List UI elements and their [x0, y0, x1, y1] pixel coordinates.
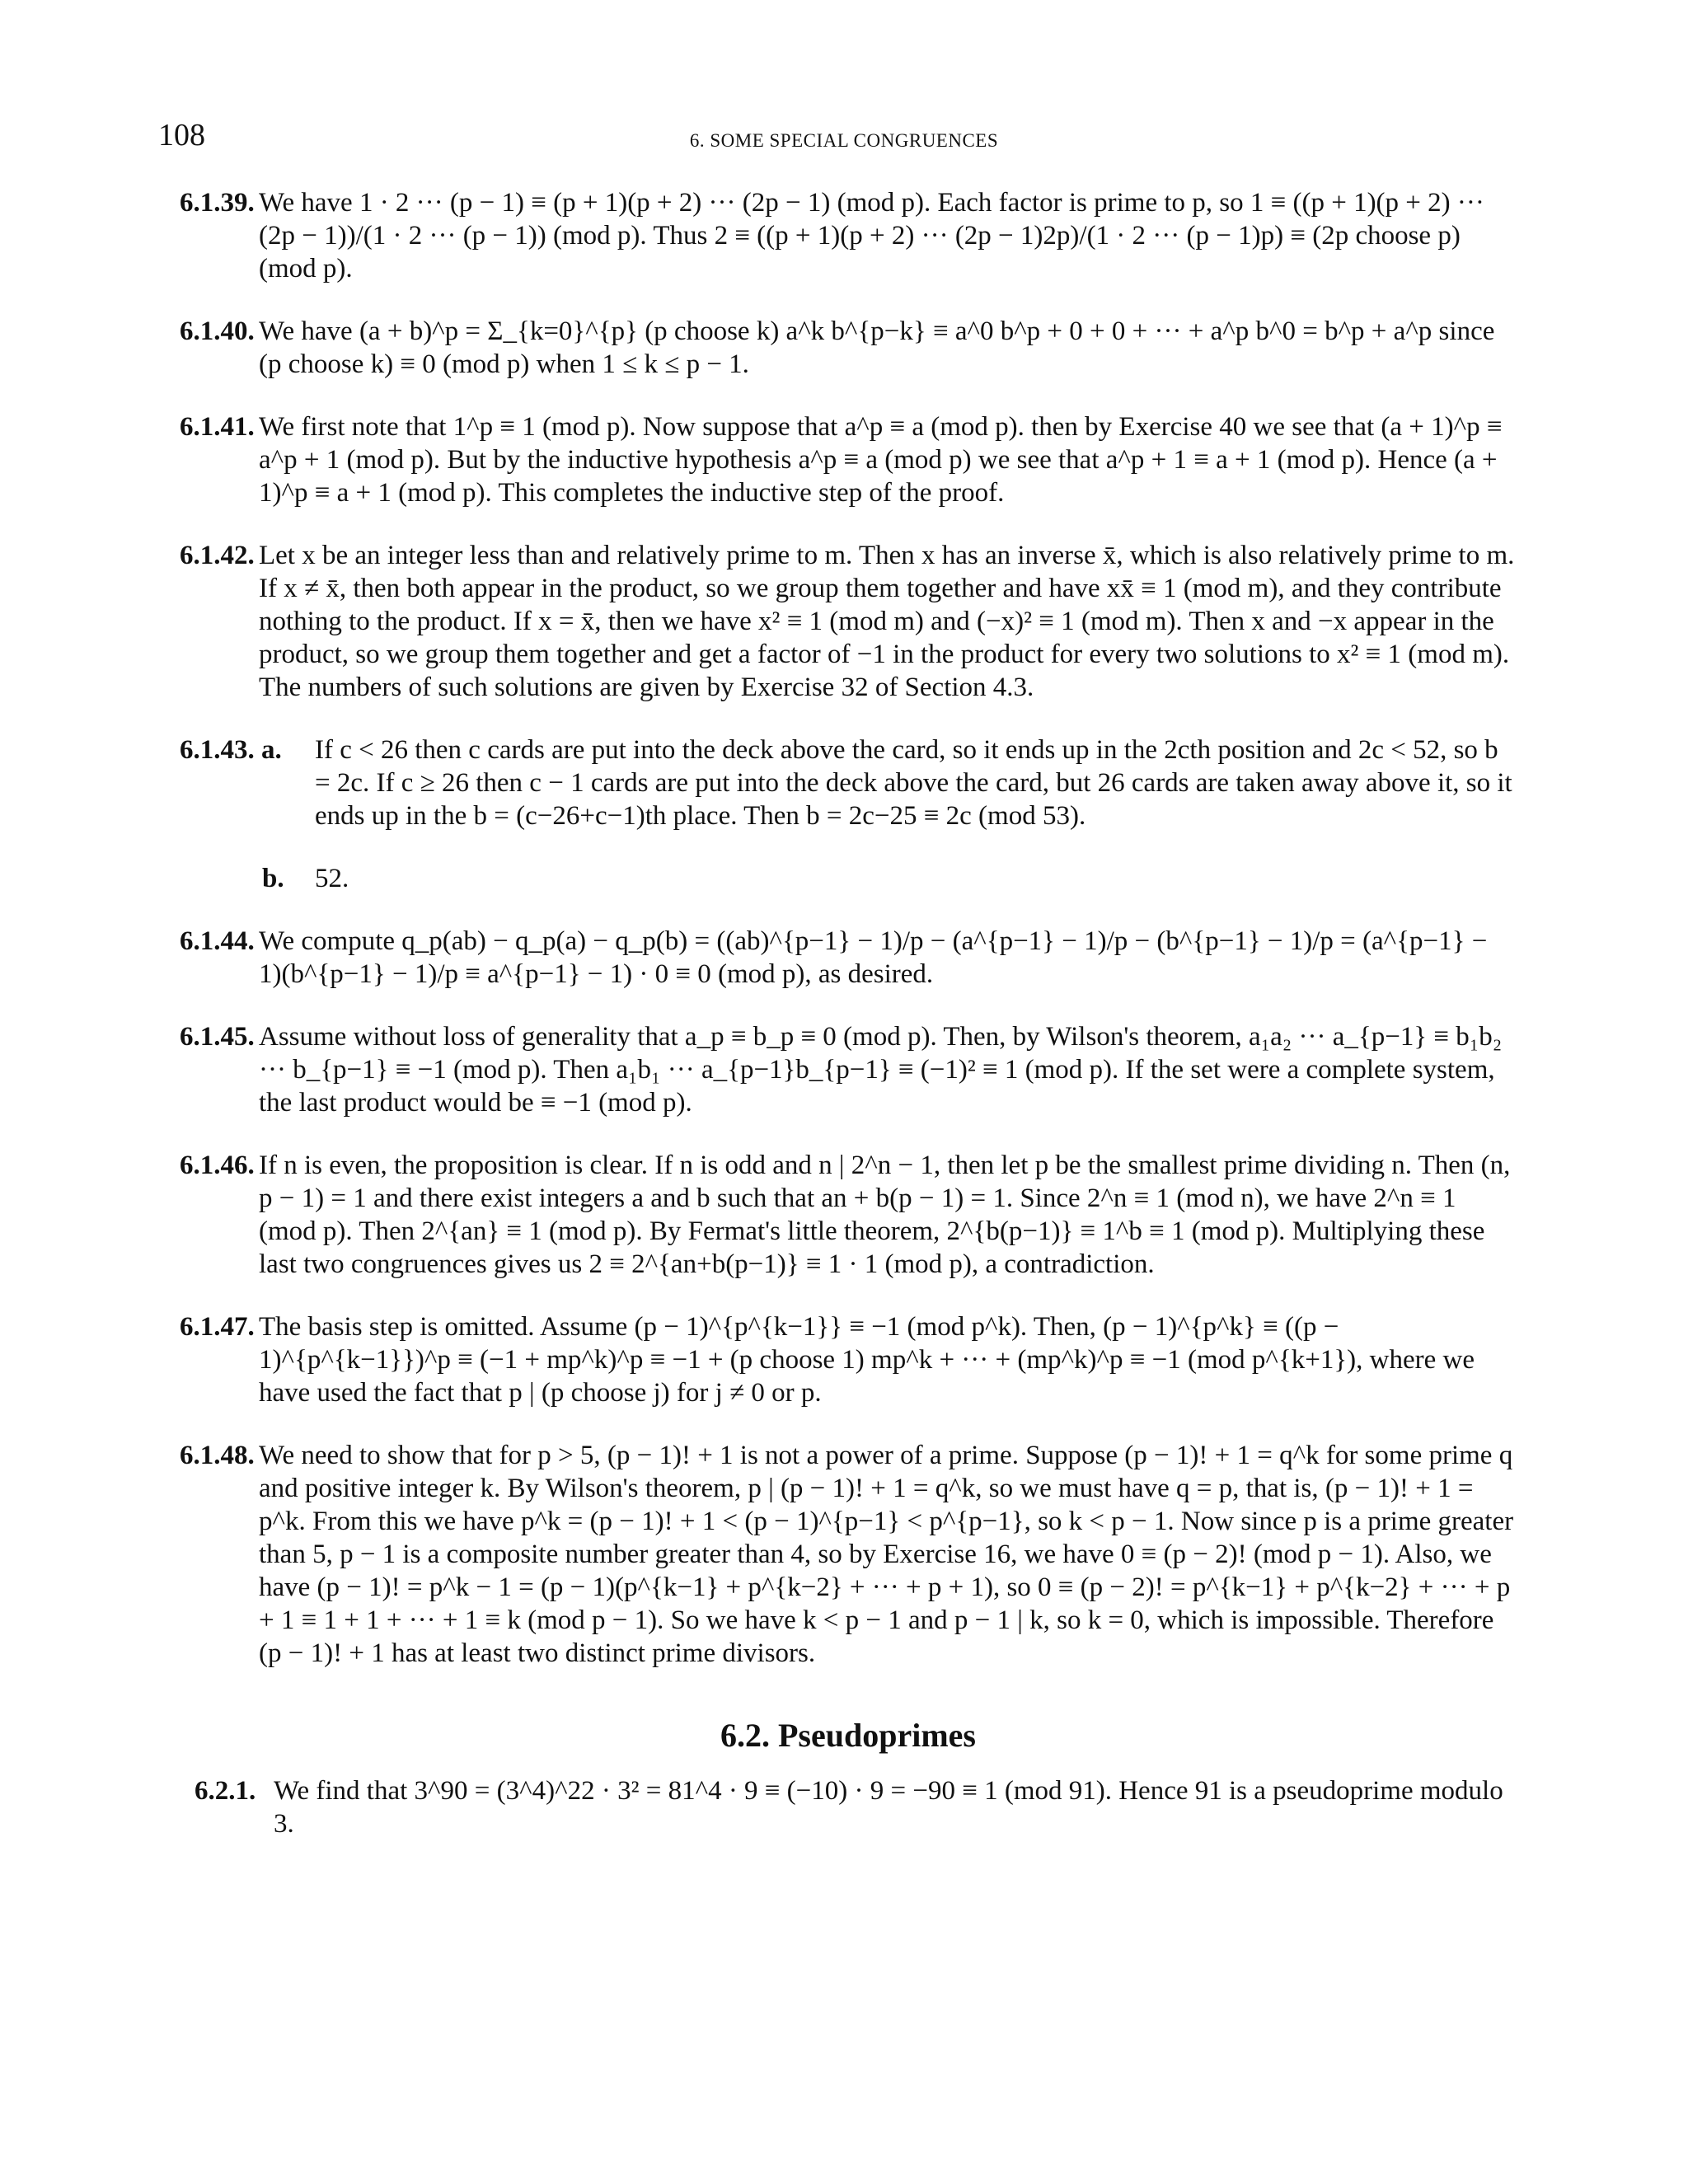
- page-header: [158, 117, 1530, 158]
- solution-text: The basis step is omitted. Assume (p − 1)^{p^{k−1}} ≡ −1 (mod p^k). Then, (p − 1)^{p^k} ≡ ((p − 1)^{p^{k−1}})^p ≡ (−1 + mp^k)^p ≡ −1 + (p choose 1) mp^k + ··· + (mp^k)^p ≡ −1 (mod p^{k+1}), where we have used the fact that p | (p choose j) for j ≠ 0 or p.: [259, 1312, 1475, 1408]
- solution-6-1-42: [180, 539, 1517, 704]
- solution-text: Let x be an integer less than and relatively prime to m. Then x has an inverse x̄, which is also relatively prime to m. If x ≠ x̄, then both appear in the product, so we group them together and have xx̄ ≡ 1 (mod m), and they contribute nothing to the product. If x = x̄, then we have x² ≡ 1 (mod m) and (−x)² ≡ 1 (mod m). Then x and −x appear in the product, so we group them together and get a factor of −1 in the product for every two solutions to x² ≡ 1 (mod m). The numbers of such solutions are given by Exercise 32 of Section 4.3.: [259, 541, 1515, 702]
- solution-6-1-48: [180, 1439, 1517, 1670]
- solution-6-1-47: [180, 1310, 1517, 1409]
- exercise-number: 6.1.46.: [180, 1151, 255, 1180]
- exercise-number: 6.1.44.: [180, 926, 255, 956]
- solution-6-2-1: [195, 1774, 1517, 1840]
- solution-text: Assume without loss of generality that a_p ≡ b_p ≡ 0 (mod p). Then, by Wilson's theorem, a₁a₂ ··· a_{p−1} ≡ b₁b₂ ··· b_{p−1} ≡ −1 (mod p). Then a₁b₁ ··· a_{p−1}b_{p−1} ≡ (−1)² ≡ 1 (mod p). If the set were a complete system, the last product would be ≡ −1 (mod p).: [259, 1022, 1503, 1118]
- exercise-number: 6.1.43. a.: [180, 735, 282, 765]
- exercise-number: 6.1.40.: [180, 316, 255, 346]
- page-number: 108: [158, 118, 205, 152]
- exercise-number: 6.1.41.: [180, 412, 255, 442]
- exercise-number: 6.1.45.: [180, 1022, 255, 1052]
- solution-6-1-44: [180, 925, 1517, 991]
- solution-text: We first note that 1^p ≡ 1 (mod p). Now suppose that a^p ≡ a (mod p). then by Exercise 40 we see that (a + 1)^p ≡ a^p + 1 (mod p). But by the inductive hypothesis a^p ≡ a (mod p) we see that a^p + 1 ≡ a + 1 (mod p). Hence (a + 1)^p ≡ a + 1 (mod p). This completes the inductive step of the proof.: [259, 412, 1503, 508]
- exercise-number: 6.2.1.: [195, 1776, 256, 1806]
- exercise-number: 6.1.39.: [180, 188, 255, 218]
- exercise-number: 6.1.42.: [180, 541, 255, 570]
- solution-text: We find that 3^90 = (3^4)^22 · 3² = 81^4 · 9 ≡ (−10) · 9 = −90 ≡ 1 (mod 91). Hence 91 is a pseudoprime modulo 3.: [274, 1776, 1503, 1839]
- solution-text: We need to show that for p > 5, (p − 1)! + 1 is not a power of a prime. Suppose (p − 1)! + 1 = q^k for some prime q and positive integer k. By Wilson's theorem, p | (p − 1)! + 1 = q^k, so we must have q = p, that is, (p − 1)! + 1 = p^k. From this we have p^k = (p − 1)! + 1 < (p − 1)^{p−1} < p^{p−1}, so k < p − 1. Now since p is a prime greater than 5, p − 1 is a composite number greater than 4, so by Exercise 16, we have 0 ≡ (p − 2)! (mod p − 1). Also, we have (p − 1)! = p^k − 1 = (p − 1)(p^{k−1} + p^{k−2} + ··· + p + 1), so 0 ≡ (p − 2)! = p^{k−1} + p^{k−2} + ··· + p + 1 ≡ 1 + 1 + ··· + 1 ≡ k (mod p − 1). So we have k < p − 1 and p − 1 | k, so k = 0, which is impossible. Therefore (p − 1)! + 1 has at least two distinct prime divisors.: [259, 1441, 1514, 1668]
- solution-6-1-43b: [180, 862, 1517, 895]
- solution-text: We compute q_p(ab) − q_p(a) − q_p(b) = ((ab)^{p−1} − 1)/p − (a^{p−1} − 1)/p − (b^{p−1} − 1)/p = (a^{p−1} − 1)(b^{p−1} − 1)/p ≡ a^{p−1} − 1) · 0 ≡ 0 (mod p), as desired.: [259, 926, 1488, 989]
- solution-text: If n is even, the proposition is clear. If n is odd and n | 2^n − 1, then let p be the smallest prime dividing n. Then (n, p − 1) = 1 and there exist integers a and b such that an + b(p − 1) = 1. Since 2^n ≡ 1 (mod n), we have 2^n ≡ 1 (mod p). Then 2^{an} ≡ 1 (mod p). By Fermat's little theorem, 2^{b(p−1)} ≡ 1^b ≡ 1 (mod p). Multiplying these last two congruences gives us 2 ≡ 2^{an+b(p−1)} ≡ 1 · 1 (mod p), a contradiction.: [259, 1151, 1511, 1279]
- section-title: 6.2. Pseudoprimes: [720, 1717, 976, 1754]
- solutions-body: [180, 186, 1517, 1870]
- exercise-number: 6.1.47.: [180, 1312, 255, 1342]
- running-title: 6. SOME SPECIAL CONGRUENCES: [689, 130, 999, 151]
- solution-6-1-45: [180, 1020, 1517, 1119]
- exercise-number: 6.1.48.: [180, 1441, 255, 1470]
- solution-6-1-41: [180, 410, 1517, 509]
- solution-6-1-43a: [180, 733, 1517, 832]
- solution-6-1-46: [180, 1149, 1517, 1281]
- solution-text: If c < 26 then c cards are put into the deck above the card, so it ends up in the 2cth position and 2c < 52, so b = 2c. If c ≥ 26 then c − 1 cards are put into the deck above the card, but 26 cards are taken away above it, so it ends up in the b = (c−26+c−1)th place. Then b = 2c−25 ≡ 2c (mod 53).: [315, 735, 1512, 831]
- solution-6-1-39: [180, 186, 1517, 285]
- solution-text: 52.: [315, 864, 349, 893]
- solution-text: We have 1 · 2 ··· (p − 1) ≡ (p + 1)(p + 2) ··· (2p − 1) (mod p). Each factor is prime to p, so 1 ≡ ((p + 1)(p + 2) ··· (2p − 1))/(1 · 2 ··· (p − 1)) (mod p). Thus 2 ≡ ((p + 1)(p + 2) ··· (2p − 1)2p)/(1 · 2 ··· (p − 1)p) ≡ (2p choose p) (mod p).: [259, 188, 1484, 284]
- part-label: b.: [262, 864, 284, 893]
- solution-text: We have (a + b)^p = Σ_{k=0}^{p} (p choose k) a^k b^{p−k} ≡ a^0 b^p + 0 + 0 + ··· + a^p b^0 = b^p + a^p since (p choose k) ≡ 0 (mod p) when 1 ≤ k ≤ p − 1.: [259, 316, 1495, 379]
- solution-6-1-40: [180, 315, 1517, 381]
